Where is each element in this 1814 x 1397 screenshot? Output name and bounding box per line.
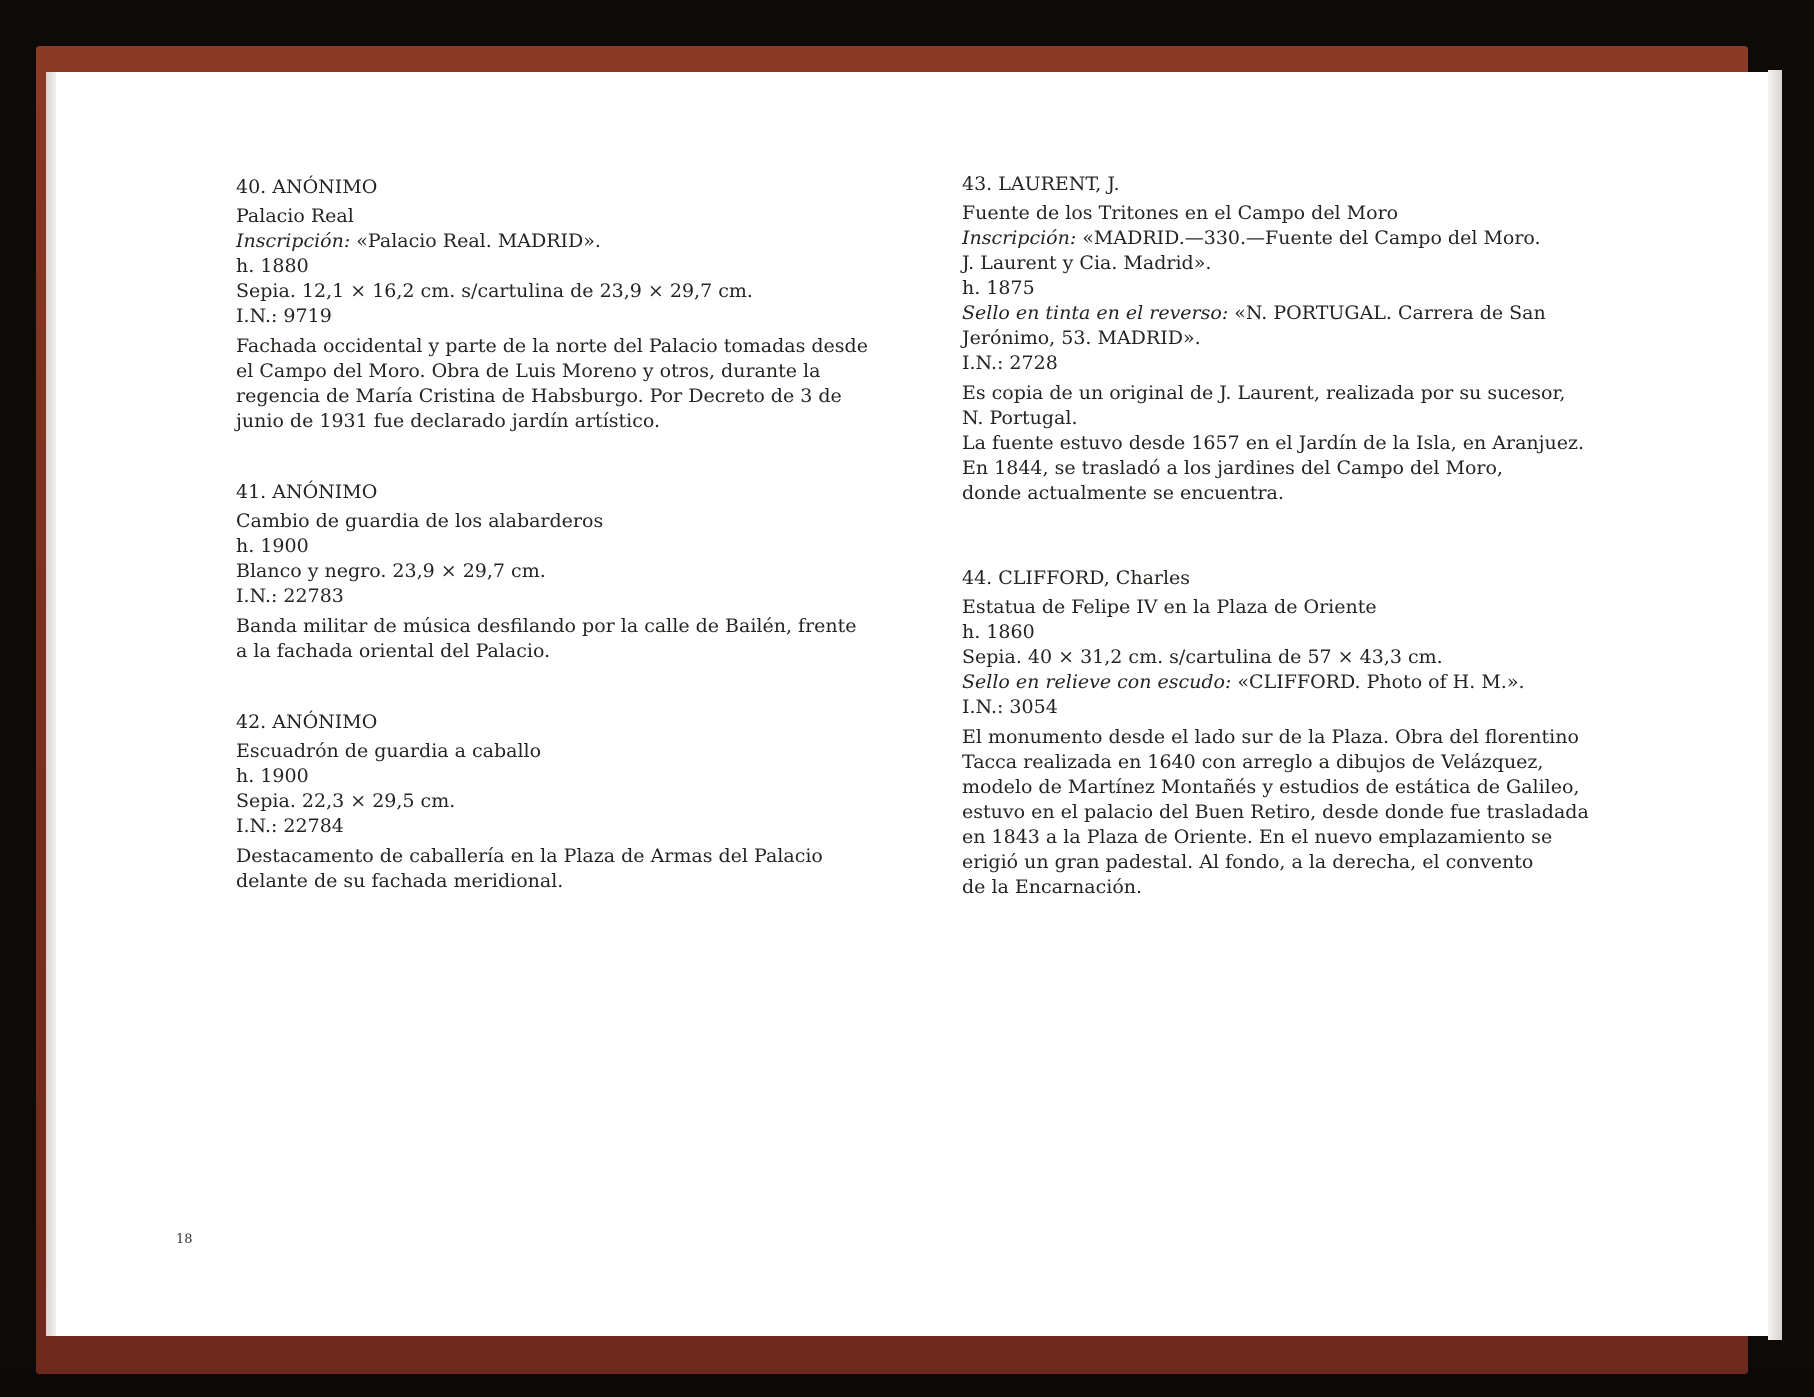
entry-line xyxy=(962,620,1622,645)
catalog-entry xyxy=(236,480,916,664)
entry-line xyxy=(962,326,1622,351)
entry-line xyxy=(236,764,916,789)
entry-line-label: Sello en tinta en el reverso: xyxy=(962,302,1229,324)
description-line: a la fachada oriental del Palacio. xyxy=(236,640,551,662)
entry-line-text: Sepia. 40 × 31,2 cm. s/cartulina de 57 × 43,3 cm. xyxy=(962,646,1443,668)
catalog-entry xyxy=(236,175,916,434)
entry-line xyxy=(236,304,916,329)
entry-line-text: I.N.: 3054 xyxy=(962,696,1058,718)
entry-heading: 43. LAURENT, J. xyxy=(962,173,1120,195)
entry-line-text: Fuente de los Tritones en el Campo del Moro xyxy=(962,202,1399,224)
description-line: regencia de María Cristina de Habsburgo. Por Decreto de 3 de xyxy=(236,385,842,407)
entry-line xyxy=(962,670,1622,695)
page-number: 18 xyxy=(176,1232,193,1247)
catalog-entry xyxy=(962,566,1622,900)
description-line: delante de su fachada meridional. xyxy=(236,870,564,892)
description-line: erigió un gran padestal. Al fondo, a la derecha, el convento xyxy=(962,851,1534,873)
entry-line xyxy=(236,789,916,814)
description-line: Fachada occidental y parte de la norte del Palacio tomadas desde xyxy=(236,335,868,357)
entry-heading: 41. ANÓNIMO xyxy=(236,481,378,503)
description-line: Tacca realizada en 1640 con arreglo a dibujos de Velázquez, xyxy=(962,751,1544,773)
entry-heading: 44. CLIFFORD, Charles xyxy=(962,567,1191,589)
entry-description xyxy=(236,334,916,434)
description-line: estuvo en el palacio del Buen Retiro, desde donde fue trasladada xyxy=(962,801,1589,823)
entry-line-text: «MADRID.—330.—Fuente del Campo del Moro. xyxy=(1076,227,1541,249)
catalog-entry xyxy=(962,172,1622,506)
background-bottom xyxy=(0,1374,1814,1397)
description-line: En 1844, se trasladó a los jardines del Campo del Moro, xyxy=(962,457,1503,479)
entry-line-text: h. 1880 xyxy=(236,255,309,277)
entry-line-text: h. 1900 xyxy=(236,535,309,557)
entry-line xyxy=(962,276,1622,301)
description-line: El monumento desde el lado sur de la Plaza. Obra del florentino xyxy=(962,726,1579,748)
entry-line-label: Inscripción: xyxy=(962,227,1077,249)
page-stack-right xyxy=(1768,70,1782,1340)
entry-line-text: Escuadrón de guardia a caballo xyxy=(236,740,542,762)
entry-heading: 42. ANÓNIMO xyxy=(236,711,378,733)
description-line: N. Portugal. xyxy=(962,407,1078,429)
right-column xyxy=(962,172,1622,924)
entry-line-label: Sello en relieve con escudo: xyxy=(962,671,1232,693)
entry-line xyxy=(236,534,916,559)
entry-line-text: h. 1860 xyxy=(962,621,1035,643)
entry-line-text: «N. PORTUGAL. Carrera de San xyxy=(1228,302,1546,324)
entry-line xyxy=(962,595,1622,620)
entry-line-text: «CLIFFORD. Photo of H. M.». xyxy=(1231,671,1525,693)
description-line: el Campo del Moro. Obra de Luis Moreno y otros, durante la xyxy=(236,360,821,382)
entry-line xyxy=(962,251,1622,276)
entry-line xyxy=(236,509,916,534)
description-line: Destacamento de caballería en la Plaza de Armas del Palacio xyxy=(236,845,823,867)
left-column xyxy=(236,175,916,918)
entry-line-text: h. 1875 xyxy=(962,277,1035,299)
entry-line xyxy=(962,201,1622,226)
description-line: Banda militar de música desfilando por la calle de Bailén, frente xyxy=(236,615,857,637)
entry-line-text: I.N.: 22783 xyxy=(236,585,344,607)
entry-line xyxy=(236,254,916,279)
entry-line xyxy=(962,645,1622,670)
entry-line-text: Sepia. 22,3 × 29,5 cm. xyxy=(236,790,456,812)
description-line: de la Encarnación. xyxy=(962,876,1143,898)
entry-line-text: I.N.: 9719 xyxy=(236,305,332,327)
entry-line xyxy=(236,204,916,229)
entry-line-text: Jerónimo, 53. MADRID». xyxy=(962,327,1201,349)
entry-line-text: «Palacio Real. MADRID». xyxy=(350,230,601,252)
entry-description xyxy=(962,725,1622,900)
entry-description xyxy=(236,614,916,664)
description-line: junio de 1931 fue declarado jardín artístico. xyxy=(236,410,661,432)
entry-line-text: I.N.: 2728 xyxy=(962,352,1058,374)
entry-line xyxy=(236,739,916,764)
entry-line xyxy=(236,279,916,304)
entry-line-label: Inscripción: xyxy=(236,230,351,252)
entry-line xyxy=(236,584,916,609)
entry-line-text: Cambio de guardia de los alabarderos xyxy=(236,510,604,532)
entry-line xyxy=(962,226,1622,251)
entry-line xyxy=(962,301,1622,326)
entry-line-text: h. 1900 xyxy=(236,765,309,787)
entry-line xyxy=(236,559,916,584)
description-line: Es copia de un original de J. Laurent, realizada por su sucesor, xyxy=(962,382,1566,404)
entry-line xyxy=(962,695,1622,720)
description-line: donde actualmente se encuentra. xyxy=(962,482,1284,504)
description-line: en 1843 a la Plaza de Oriente. En el nuevo emplazamiento se xyxy=(962,826,1553,848)
entry-line xyxy=(236,229,916,254)
entry-description xyxy=(236,844,916,894)
entry-line-text: Sepia. 12,1 × 16,2 cm. s/cartulina de 23,9 × 29,7 cm. xyxy=(236,280,753,302)
entry-description xyxy=(962,381,1622,506)
entry-line-text: Blanco y negro. 23,9 × 29,7 cm. xyxy=(236,560,546,582)
description-line: modelo de Martínez Montañés y estudios de estática de Galileo, xyxy=(962,776,1580,798)
entry-line-text: Estatua de Felipe IV en la Plaza de Oriente xyxy=(962,596,1377,618)
description-line: La fuente estuvo desde 1657 en el Jardín de la Isla, en Aranjuez. xyxy=(962,432,1585,454)
entry-line xyxy=(236,814,916,839)
entry-line-text: Palacio Real xyxy=(236,205,354,227)
entry-line-text: J. Laurent y Cia. Madrid». xyxy=(962,252,1212,274)
catalog-entry xyxy=(236,710,916,894)
entry-heading: 40. ANÓNIMO xyxy=(236,176,378,198)
entry-line xyxy=(962,351,1622,376)
entry-line-text: I.N.: 22784 xyxy=(236,815,344,837)
